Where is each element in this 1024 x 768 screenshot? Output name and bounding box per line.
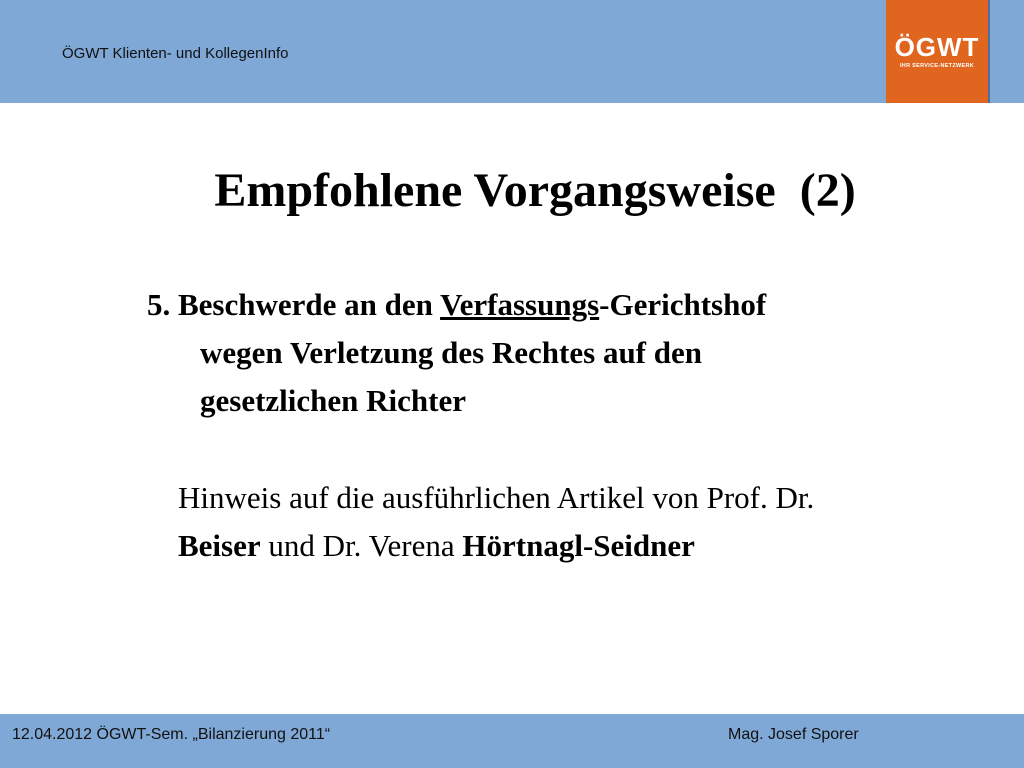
point-suffix: -Gerichtshof [599,287,767,322]
header-title: ÖGWT Klienten- und KollegenInfo [62,45,289,62]
slide-title: Empfohlene Vorgangsweise (2) [214,164,856,217]
logo-tagline: IHR SERVICE-NETZWERK [899,63,975,69]
footer-date-seminar: 12.04.2012 ÖGWT-Sem. „Bilanzierung 2011“ [12,726,331,743]
point-line-3: gesetzlichen Richter [200,383,466,418]
reference-note [178,474,898,570]
bullet-point-5 [147,281,967,425]
point-line-2: wegen Verletzung des Rechtes auf den [200,335,702,370]
footer-band [0,714,1024,768]
point-prefix: 5. Beschwerde an den [147,287,441,322]
note-text-1: Hinweis auf die ausführlichen Artikel von Prof. Dr. [178,480,815,515]
point-line-1 [147,281,967,329]
oegwt-logo [886,0,988,103]
header-band [0,0,1024,103]
note-name-hoertnagl: Hörtnagl-Seidner [462,528,695,563]
note-name-beiser: Beiser [178,528,261,563]
point-underlined: Verfassungs [440,287,600,322]
logo-wordmark: ÖGWT [894,32,980,62]
note-text-2: und Dr. Verena [260,528,463,563]
footer-author: Mag. Josef Sporer [728,726,859,743]
